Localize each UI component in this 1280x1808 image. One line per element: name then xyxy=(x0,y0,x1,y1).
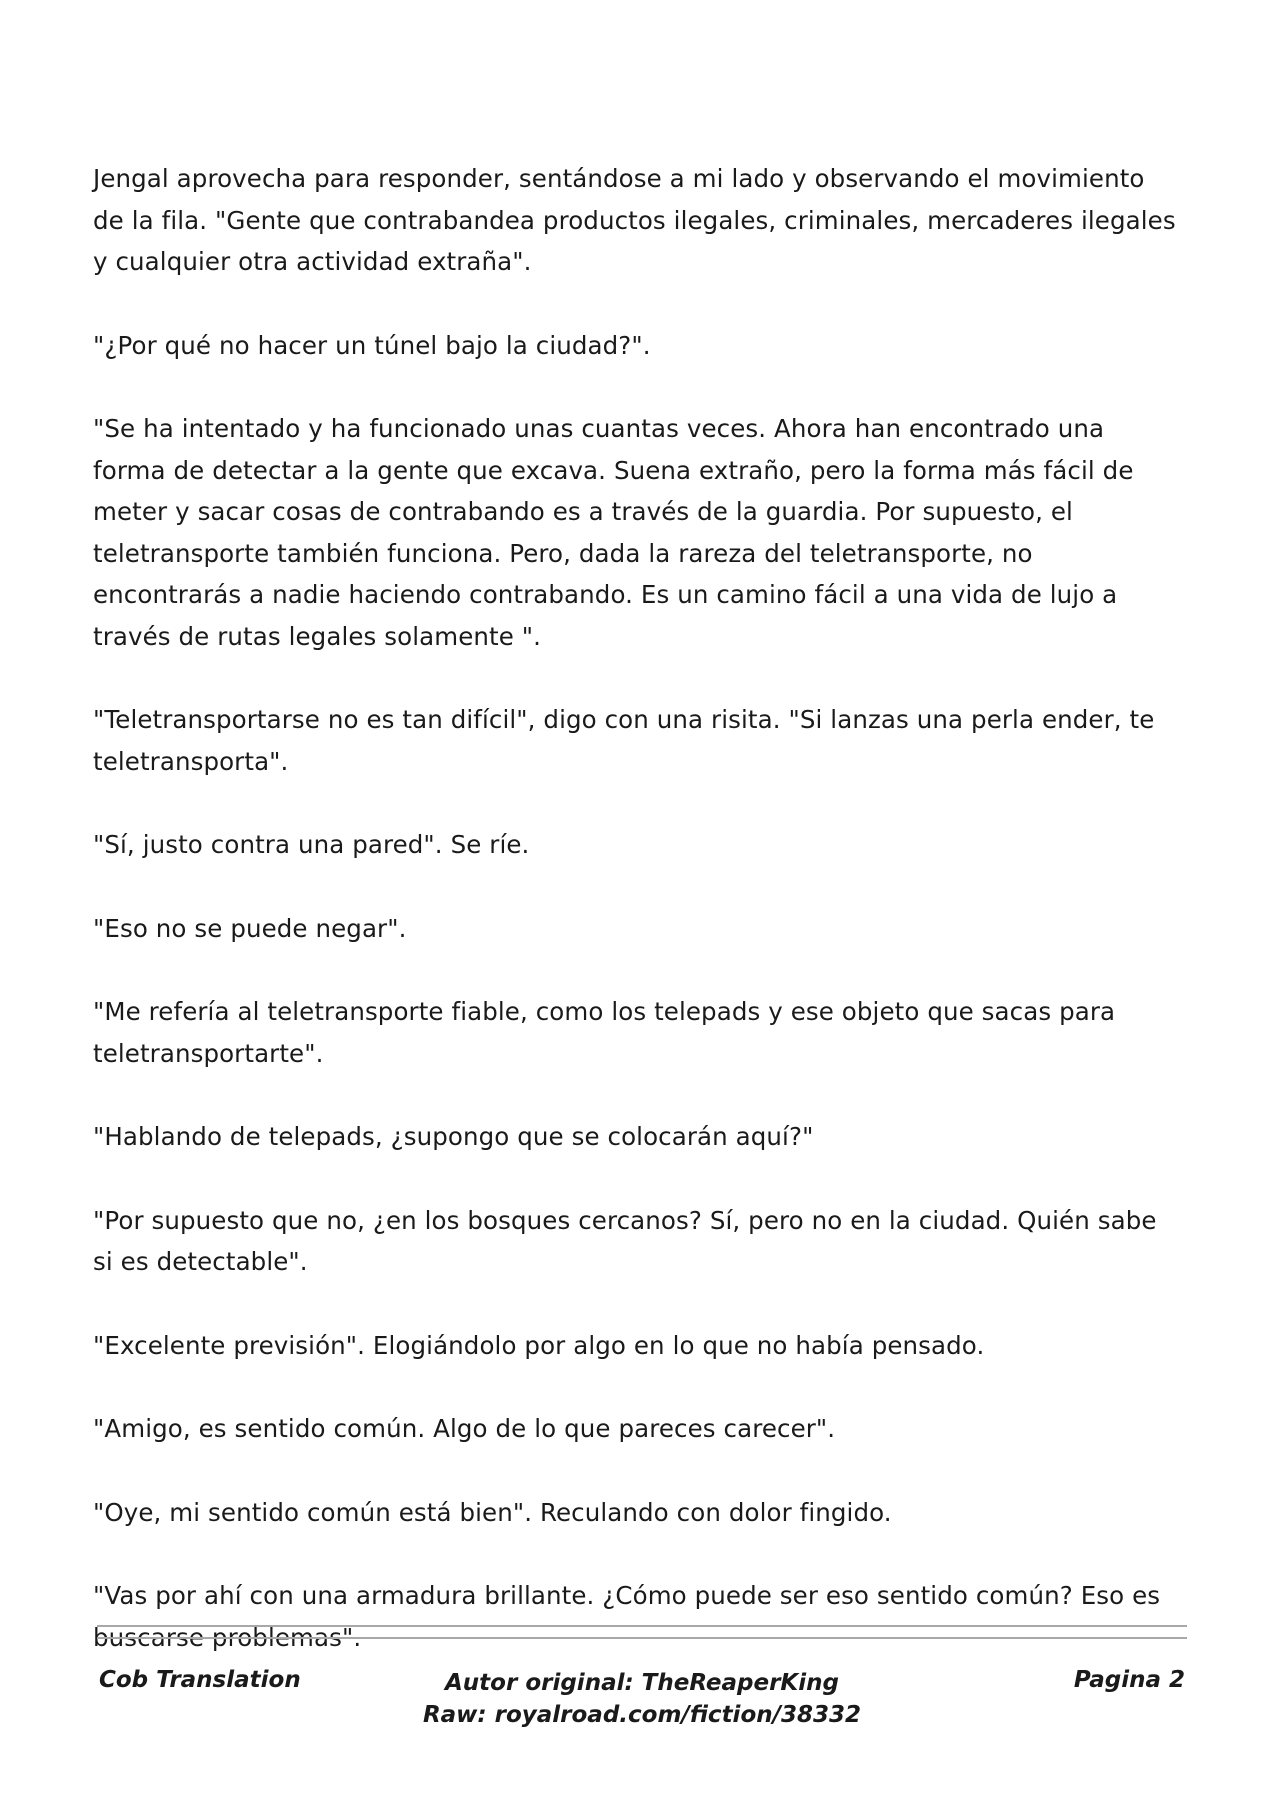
paragraph-11: "Amigo, es sentido común. Algo de lo que pareces carecer". xyxy=(93,1414,836,1443)
paragraph-9: "Por supuesto que no, ¿en los bosques cercanos? Sí, pero no en la ciudad. Quién sabe si es detectable". xyxy=(93,1205,1157,1276)
paragraph-13: "Vas por ahí con una armadura brillante. ¿Cómo puede ser eso sentido común? Eso es buscarse problemas". xyxy=(93,1581,1161,1652)
original-author: Autor original: TheReaperKing xyxy=(445,1670,839,1696)
paragraph-6: "Eso no se puede negar". xyxy=(93,913,407,943)
paragraph-2: "¿Por qué no hacer un túnel bajo la ciudad?". xyxy=(93,330,651,360)
page-footer xyxy=(97,1667,1187,1747)
page-number: Pagina 2 xyxy=(1073,1667,1185,1693)
raw-source: Raw: royalroad.com/fiction/38332 xyxy=(422,1702,862,1728)
source-credit xyxy=(97,1667,1187,1731)
paragraph-1: Jengal aprovecha para responder, sentándose a mi lado y observando el movimiento de la fila. "Gente que contrabandea productos ilegales, criminales, mercaderes ilegales y cualquier otra actividad extraña". xyxy=(93,164,1176,276)
paragraph-12: "Oye, mi sentido común está bien". Reculando con dolor fingido. xyxy=(93,1497,892,1527)
footer-divider-top xyxy=(97,1625,1187,1627)
paragraph-4: "Teletransportarse no es tan difícil", digo con una risita. "Si lanzas una perla ender, te teletransporta". xyxy=(93,705,1155,776)
paragraph-3: "Se ha intentado y ha funcionado unas cuantas veces. Ahora han encontrado una forma de detectar a la gente que excava. Suena extraño, pero la forma más fácil de meter y sacar cosas de contrabando es a través de la guardia. Por supuesto, el teletransporte también funciona. Pero, dada la rareza del teletransporte, no encontrarás a nadie haciendo contrabando. Es un camino fácil a una vida de lujo a través de rutas legales solamente ". xyxy=(93,414,1134,651)
paragraph-5: "Sí, justo contra una pared". Se ríe. xyxy=(93,830,530,859)
document-body xyxy=(93,158,1183,1700)
paragraph-7: "Me refería al teletransporte fiable, como los telepads y ese objeto que sacas para teletransportarte". xyxy=(93,997,1116,1068)
footer-divider-bottom xyxy=(97,1637,1187,1639)
translator-credit: Cob Translation xyxy=(99,1667,301,1693)
paragraph-8: "Hablando de telepads, ¿supongo que se colocarán aquí?" xyxy=(93,1122,814,1151)
paragraph-10: "Excelente previsión". Elogiándolo por algo en lo que no había pensado. xyxy=(93,1330,985,1360)
